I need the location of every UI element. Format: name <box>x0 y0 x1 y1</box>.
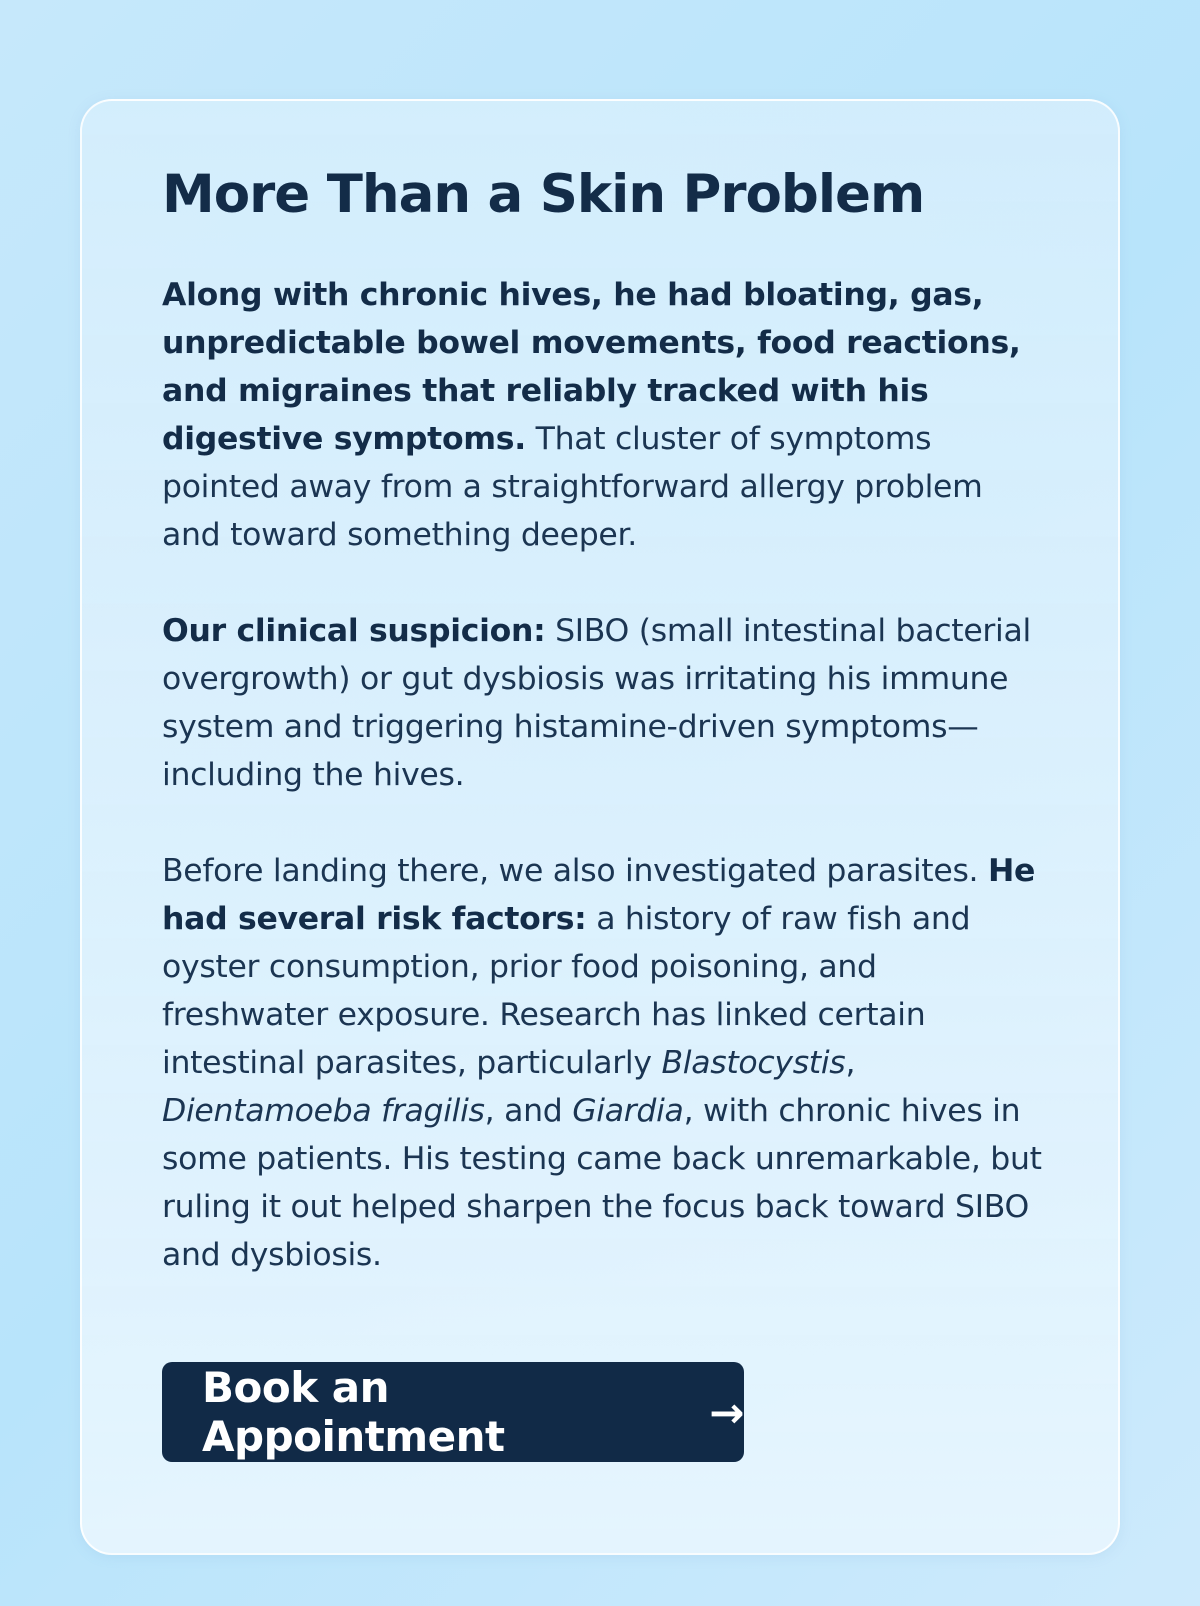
parasite-name-giardia: Giardia <box>572 1093 684 1129</box>
paragraph-parasites-text3: , and <box>484 1093 573 1129</box>
paragraph-parasites-bold: He had several risk factors: <box>162 853 1036 937</box>
parasite-name-blastocystis: Blastocystis <box>661 1045 846 1081</box>
section-title: More Than a Skin Problem <box>162 164 925 225</box>
book-appointment-label: Book an Appointment <box>202 1363 505 1461</box>
paragraph-symptoms-text: That cluster of symptoms pointed away from a straightforward allergy problem and toward something deeper. <box>162 421 983 553</box>
book-appointment-button[interactable] <box>162 1362 744 1462</box>
paragraph-symptoms <box>162 271 1042 559</box>
paragraph-parasites-text4: , with chronic hives in some patients. His testing came back unremarkable, but ruling it out helped sharpen the focus back toward SIBO and dysbiosis. <box>162 1093 1042 1273</box>
paragraph-suspicion-bold: Our clinical suspicion: <box>162 613 546 649</box>
paragraph-parasites-text2: , <box>845 1045 856 1081</box>
paragraph-parasites-intro: Before landing there, we also investigated parasites. <box>162 853 988 889</box>
paragraph-suspicion-text: SIBO (small intestinal bacterial overgrowth) or gut dysbiosis was irritating his immune system and triggering histamine-driven symptoms—including the hives. <box>162 613 1031 793</box>
card-content <box>162 159 1042 1279</box>
paragraph-suspicion <box>162 607 1042 799</box>
arrow-right-icon: → <box>709 1387 744 1437</box>
paragraph-parasites-text1: a history of raw fish and oyster consumption, prior food poisoning, and freshwater exposure. Research has linked certain intestinal parasites, particularly <box>162 901 971 1081</box>
content-card <box>80 99 1120 1555</box>
paragraph-symptoms-bold: Along with chronic hives, he had bloating, gas, unpredictable bowel movements, food reactions, and migraines that reliably tracked with his digestive symptoms. <box>162 277 1021 457</box>
paragraph-parasites <box>162 847 1042 1279</box>
parasite-name-dientamoeba: Dientamoeba fragilis <box>162 1093 485 1129</box>
